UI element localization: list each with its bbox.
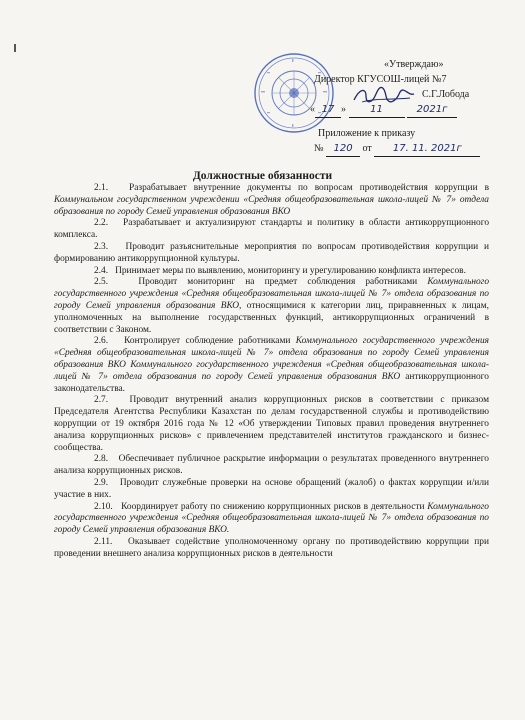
approval-date-month: 11 <box>349 102 405 118</box>
duty-text: Коммунального государственного учреждения «Средняя общеобразовательная школа-лицей № 7» отдела образования по городу Семей управления образования ВКО <box>54 277 490 311</box>
document-title: Должностные обязанности <box>192 170 333 182</box>
signature-icon <box>352 84 416 106</box>
duty-text: Проводит внутренний анализ коррупционных рисков в соответствии с приказом Председателя Агентства Республики Казахстан по делам государственной службы и противодействию коррупции от 19 октября 2016 года № 12 «Об утверждении Типовых правил проведения внутреннего анализа коррупционных рисков» с привлечением представителей институтов гражданского и бизнес-сообщества. <box>54 395 490 453</box>
duty-number: 2.8. <box>94 454 119 465</box>
duty-number: 2.6. <box>94 336 125 347</box>
duty-item <box>54 478 489 502</box>
duty-text: Разрабатывает внутренние документы по вопросам противодействия коррупции в <box>129 183 489 193</box>
duty-text: Координирует работу по снижению коррупционных рисков в деятельности <box>121 501 428 512</box>
scan-artifact <box>14 44 16 52</box>
duty-item <box>54 537 489 561</box>
appendix-order-date: 17. 11. 2021г <box>374 141 480 157</box>
approval-signer: С.Г.Лобода <box>422 89 470 100</box>
duty-text: Коммунального государственного учреждения «Средняя общеобразовательная школа-лицей № 7» отдела образования по городу Семей управления образования ВКО Коммунального государственного учреждения «Средняя общеобразовательная школа-лицей № 7» отдела образования по городу Семей управления образования ВКО <box>54 336 489 382</box>
duty-text: Разрабатывает и актуализируют стандарты и политику в области антикоррупционного комплекса. <box>54 218 490 241</box>
duty-text: антикоррупционного законодательства. <box>54 371 489 394</box>
duty-number: 2.2. <box>94 218 123 229</box>
approval-heading: «Утверждаю» <box>384 59 444 70</box>
appendix-order-number: 120 <box>326 141 360 157</box>
duty-number: 2.3. <box>94 241 126 252</box>
duty-text: Коммунального государственного учреждения «Средняя общеобразовательная школа-лицей № 7» отдела образования по городу Семей управления образования ВКО. <box>54 501 489 536</box>
duty-text: , относящимися к категории лиц, приравненных к лицам, уполномоченных на выполнение государственных функций, антикоррупционных ограничений в соответствии с Законом. <box>54 300 489 335</box>
duty-item <box>54 454 489 478</box>
duty-number: 2.5. <box>94 277 139 288</box>
duty-number: 2.9. <box>94 477 120 488</box>
duty-text: Принимает меры по выявлению, мониторингу и урегулированию конфликта интересов. <box>115 265 466 276</box>
duty-text: Проводит разъяснительные мероприятия по вопросам противодействия коррупции и формированию антикоррупционной культуры. <box>54 241 490 264</box>
duty-item <box>54 242 489 266</box>
appendix-order: № 120 от 17. 11. 2021г <box>314 141 480 157</box>
duty-number: 2.10. <box>94 501 122 512</box>
approval-date-year: 2021г <box>407 102 457 118</box>
duty-item <box>54 277 489 336</box>
approval-date-day: 17 <box>315 102 341 118</box>
duties-list <box>54 183 489 561</box>
duty-item <box>54 183 489 218</box>
approval-date: « 17 » 11 2021г <box>310 102 510 118</box>
duty-text: Проводит служебные проверки на основе обращений (жалоб) о фактах коррупции и/или участие в них. <box>54 477 490 500</box>
duty-item <box>54 336 489 395</box>
duty-item <box>54 395 489 454</box>
duty-item <box>54 266 489 278</box>
duty-item <box>54 218 489 242</box>
duty-text: Контролирует соблюдение работниками <box>124 336 296 347</box>
duty-number: 2.11. <box>94 536 129 547</box>
duty-number: 2.1. <box>94 183 129 193</box>
duty-text: Коммунальном государственном учреждении «Средняя общеобразовательная школа-лицей № 7» отдела образования по городу Семей управления образования ВКО <box>54 194 489 217</box>
appendix-label: Приложение к приказу <box>318 128 416 139</box>
appendix-block <box>314 126 480 157</box>
approval-position: Директор КГУСОШ-лицей №7 <box>314 74 447 85</box>
duty-text: Проводит мониторинг на предмет соблюдения работниками <box>138 277 428 288</box>
duty-item <box>54 502 489 537</box>
duty-text: Обеспечивает публичное раскрытие информации о результатах проведенного внутреннего анализа коррупционных рисков. <box>54 454 489 477</box>
duty-number: 2.4. <box>94 265 116 276</box>
duty-number: 2.7. <box>94 395 130 406</box>
duty-text: Оказывает содействие уполномоченному органу по противодействию коррупции при проведении внешнего анализа коррупционных рисков в деятельности <box>54 536 489 559</box>
